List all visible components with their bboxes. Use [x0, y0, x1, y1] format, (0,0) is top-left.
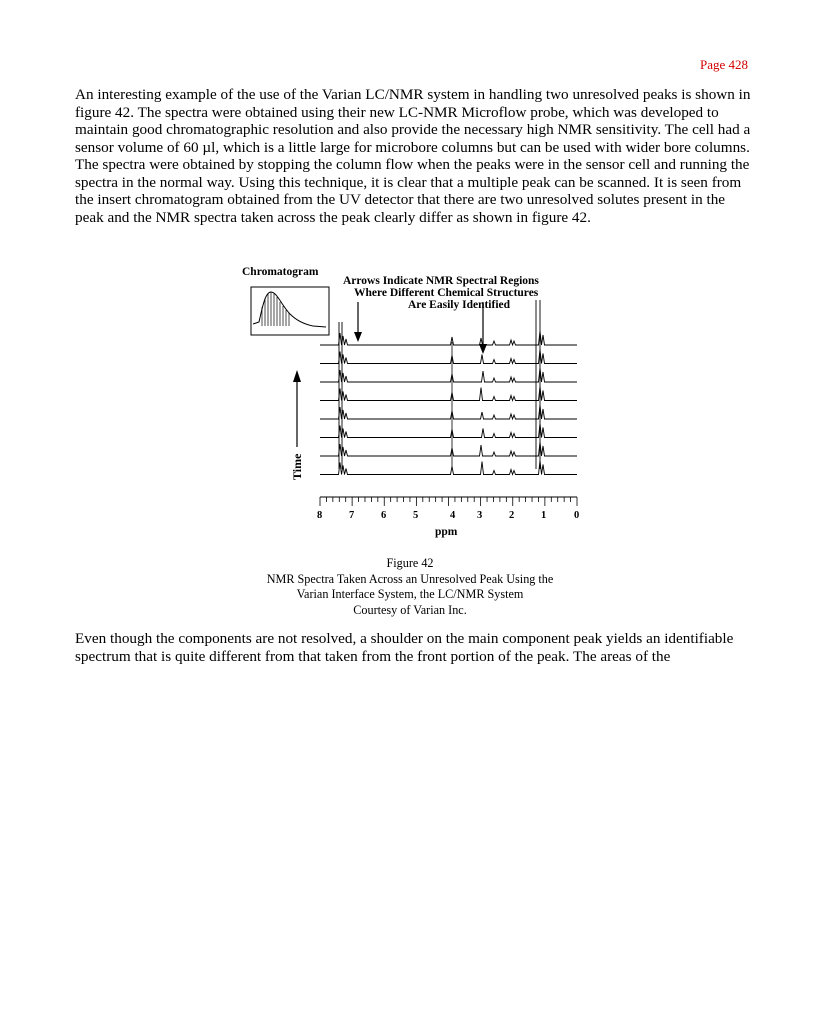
annotation-line-3: Are Easily Identified — [408, 299, 511, 311]
inset-chromatogram — [251, 287, 329, 335]
figure-caption — [210, 556, 610, 618]
time-label: Time — [290, 453, 304, 480]
axis-tick-label: 5 — [413, 510, 419, 521]
axis-tick-label: 2 — [509, 510, 515, 521]
body-paragraph-2: Even though the components are not resolved, a shoulder on the main component peak yields an identifiable spectrum that is quite different from that taken from the front portion of the peak. The areas of the — [75, 630, 734, 665]
axis-tick-label: 6 — [381, 510, 387, 521]
caption-line-3: Courtesy of Varian Inc. — [353, 602, 467, 617]
nmr-spectrum-trace — [320, 368, 577, 382]
annotation-line-2: Where Different Chemical Structures — [354, 287, 539, 299]
axis-tick-label: 1 — [541, 510, 547, 521]
body-paragraph-1: An interesting example of the use of the Varian LC/NMR system in handling two unresolved peaks is shown in figure 42. The spectra were obtained using their new LC-NMR Microflow probe, which was developed to maintain good chromatographic resolution and also provide the necessary high NMR sensitivity. The cell had a sensor volume of 60 µl, which is a little large for microbore columns but can be used with wider bore columns. The spectra were obtained by stopping the column flow when the peaks were in the sensor cell and running the spectra in the normal way. Using this technique, it is clear that a multiple peak can be scanned. It is seen from the insert chromatogram obtained from the UV detector that there are two unresolved solutes present in the peak and the NMR spectra taken across the peak clearly differ as shown in figure 42. — [75, 86, 751, 226]
axis-tick-label: 8 — [317, 510, 323, 521]
ppm-axis — [317, 497, 579, 521]
time-axis-arrow — [293, 370, 301, 447]
caption-line-1: NMR Spectra Taken Across an Unresolved Peak Using the — [266, 571, 554, 586]
caption-title: Figure 42 — [386, 556, 434, 570]
nmr-spectrum-trace — [320, 442, 577, 456]
nmr-spectrum-trace — [320, 387, 577, 401]
axis-tick-label: 4 — [450, 510, 456, 521]
arrow-1 — [354, 302, 362, 342]
page-number: Page 428 — [699, 57, 748, 72]
nmr-spectrum-trace — [320, 424, 577, 438]
axis-tick-label: 7 — [349, 510, 355, 521]
nmr-spectrum-trace — [320, 461, 577, 475]
ppm-axis-label: ppm — [435, 526, 458, 538]
inset-chromatogram-label: Chromatogram — [242, 266, 319, 278]
annotation-line-1: Arrows Indicate NMR Spectral Regions — [343, 275, 539, 287]
figure-42 — [240, 262, 590, 547]
axis-tick-label: 0 — [574, 510, 580, 521]
nmr-spectrum-trace — [320, 350, 577, 364]
axis-tick-label: 3 — [477, 510, 483, 521]
caption-line-2: Varian Interface System, the LC/NMR System — [296, 587, 524, 601]
nmr-spectrum-trace — [320, 405, 577, 419]
